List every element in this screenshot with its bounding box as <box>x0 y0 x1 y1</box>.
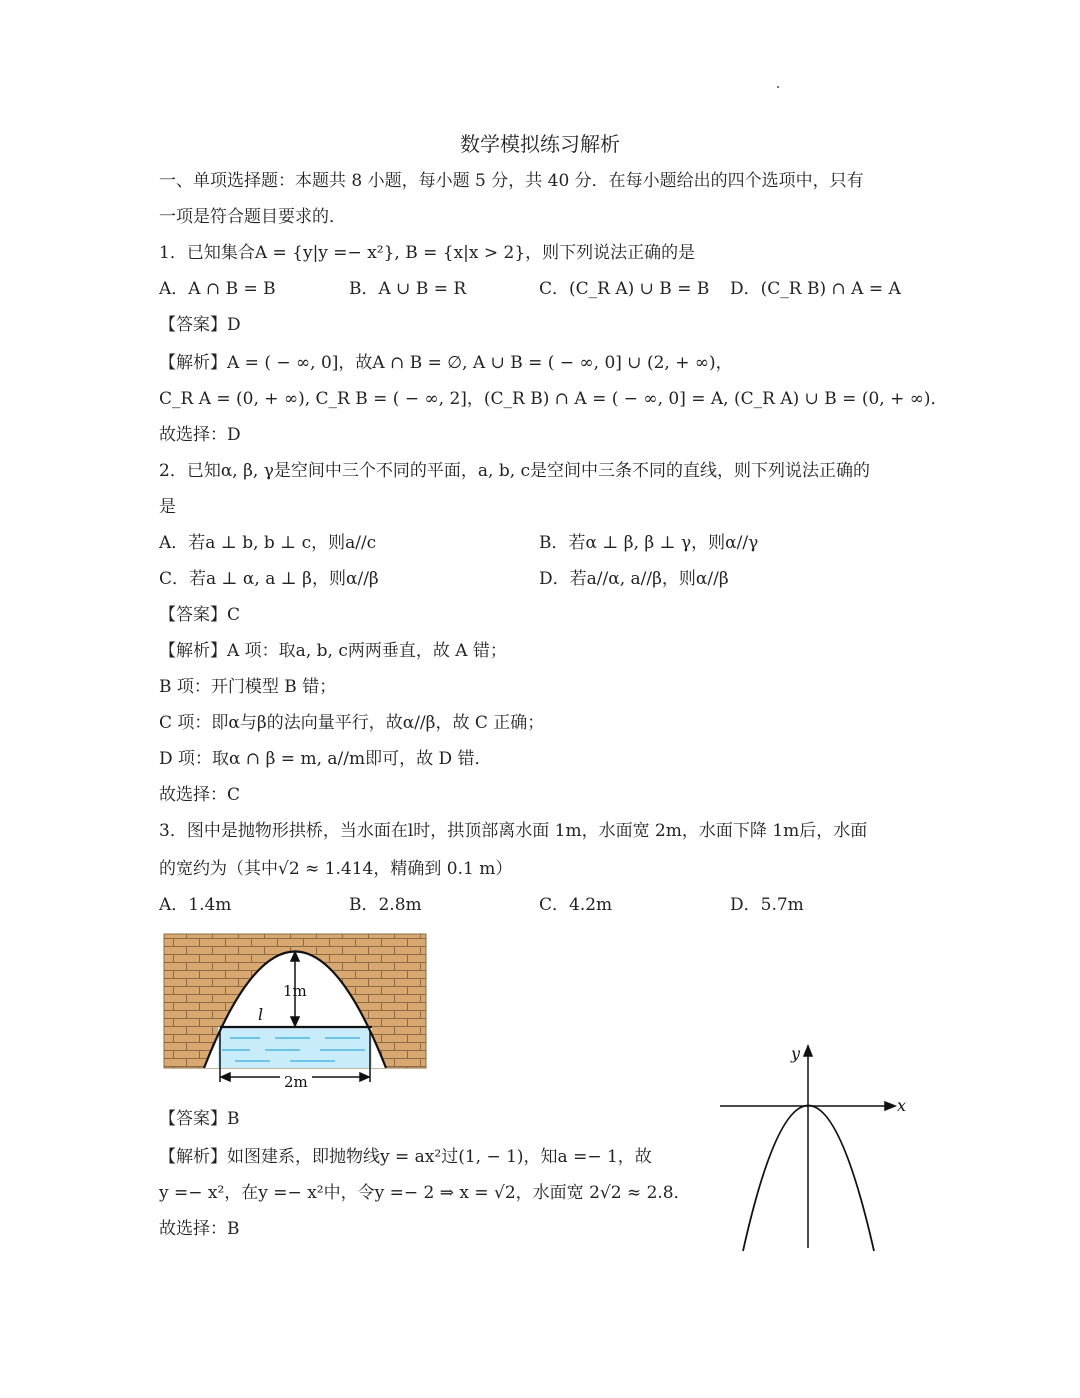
q2-option-a: A．若a ⊥ b, b ⊥ c，则a//c <box>159 533 377 553</box>
arch-bridge-figure <box>160 930 430 1095</box>
q2-option-c: C．若a ⊥ α, a ⊥ β，则α//β <box>159 569 379 589</box>
q3-choice: 故选择：B <box>159 1219 240 1239</box>
y-axis-arrow-icon <box>804 1046 812 1056</box>
q3-stem-line1: 3．图中是抛物形拱桥，当水面在l时，拱顶部离水面 1m，水面宽 2m，水面下降 1m后，水面 <box>159 821 868 841</box>
q1-answer: 【答案】D <box>159 315 241 335</box>
q3-option-d: D．5.7m <box>730 895 804 915</box>
q3-option-a: A．1.4m <box>159 895 232 915</box>
q2-choice: 故选择：C <box>159 785 241 805</box>
q2-option-b: B．若α ⊥ β, β ⊥ γ，则α//γ <box>539 533 759 553</box>
q3-answer: 【答案】B <box>159 1109 240 1129</box>
q3-analysis-line1: 【解析】如图建系，即抛物线y = ax²过(1, − 1)，知a =− 1，故 <box>159 1147 652 1167</box>
water-line-label: l <box>258 1005 264 1024</box>
section-heading-line1: 一、单项选择题：本题共 8 小题，每小题 5 分，共 40 分．在每小题给出的四个选项中，只有 <box>159 171 864 191</box>
q1-option-a: A．A ∩ B = B <box>159 279 276 299</box>
q1-option-d: D．(C_R B) ∩ A = A <box>730 279 901 299</box>
q1-analysis-line2: C_R A = (0, + ∞), C_R B = ( − ∞, 2]，(C_R B) ∩ A = ( − ∞, 0] = A, (C_R A) ∪ B = (0, + ∞)． <box>159 389 948 409</box>
q3-option-b: B．2.8m <box>349 895 422 915</box>
q2-analysis-line3: C 项：即α与β的法向量平行，故α//β，故 C 正确； <box>159 713 545 733</box>
q3-option-c: C．4.2m <box>539 895 613 915</box>
y-axis-label: y <box>791 1044 801 1063</box>
q2-stem-line1: 2．已知α, β, γ是空间中三个不同的平面，a, b, c是空间中三条不同的直线，则下列说法正确的 <box>159 461 871 481</box>
parabola-graph <box>715 1040 915 1255</box>
height-label: 1m <box>283 982 307 1000</box>
scan-dot <box>777 86 779 88</box>
x-axis-label: x <box>897 1096 907 1115</box>
q1-stem: 1．已知集合A = {y|y =− x²}, B = {x|x > 2}，则下列说法正确的是 <box>159 243 696 263</box>
q2-answer: 【答案】C <box>159 605 241 625</box>
q3-analysis-line2: y =− x²，在y =− x²中，令y =− 2 ⇒ x = √2，水面宽 2√2 ≈ 2.8． <box>159 1183 691 1203</box>
x-axis-arrow-icon <box>885 1102 895 1110</box>
q2-analysis-line2: B 项：开门模型 B 错； <box>159 677 337 697</box>
page-title: 数学模拟练习解析 <box>460 132 620 156</box>
q1-option-b: B．A ∪ B = R <box>349 279 467 299</box>
q2-stem-line2: 是 <box>159 497 176 517</box>
q2-analysis-line4: D 项：取α ∩ β = m, a//m即可，故 D 错． <box>159 749 492 769</box>
q1-option-c: C．(C_R A) ∪ B = B <box>539 279 710 299</box>
q1-choice: 故选择：D <box>159 425 241 445</box>
q2-option-d: D．若a//α, a//β，则α//β <box>539 569 729 589</box>
section-heading-line2: 一项是符合题目要求的． <box>159 207 346 227</box>
q2-analysis-line1: 【解析】A 项：取a, b, c两两垂直，故 A 错； <box>159 641 507 661</box>
q1-analysis-line1: 【解析】A = ( − ∞, 0]，故A ∩ B = ∅, A ∪ B = ( − ∞, 0] ∪ (2, + ∞)， <box>159 353 733 373</box>
q3-stem-line2: 的宽约为（其中√2 ≈ 1.414，精确到 0.1 m） <box>159 859 513 879</box>
width-label: 2m <box>284 1073 308 1091</box>
